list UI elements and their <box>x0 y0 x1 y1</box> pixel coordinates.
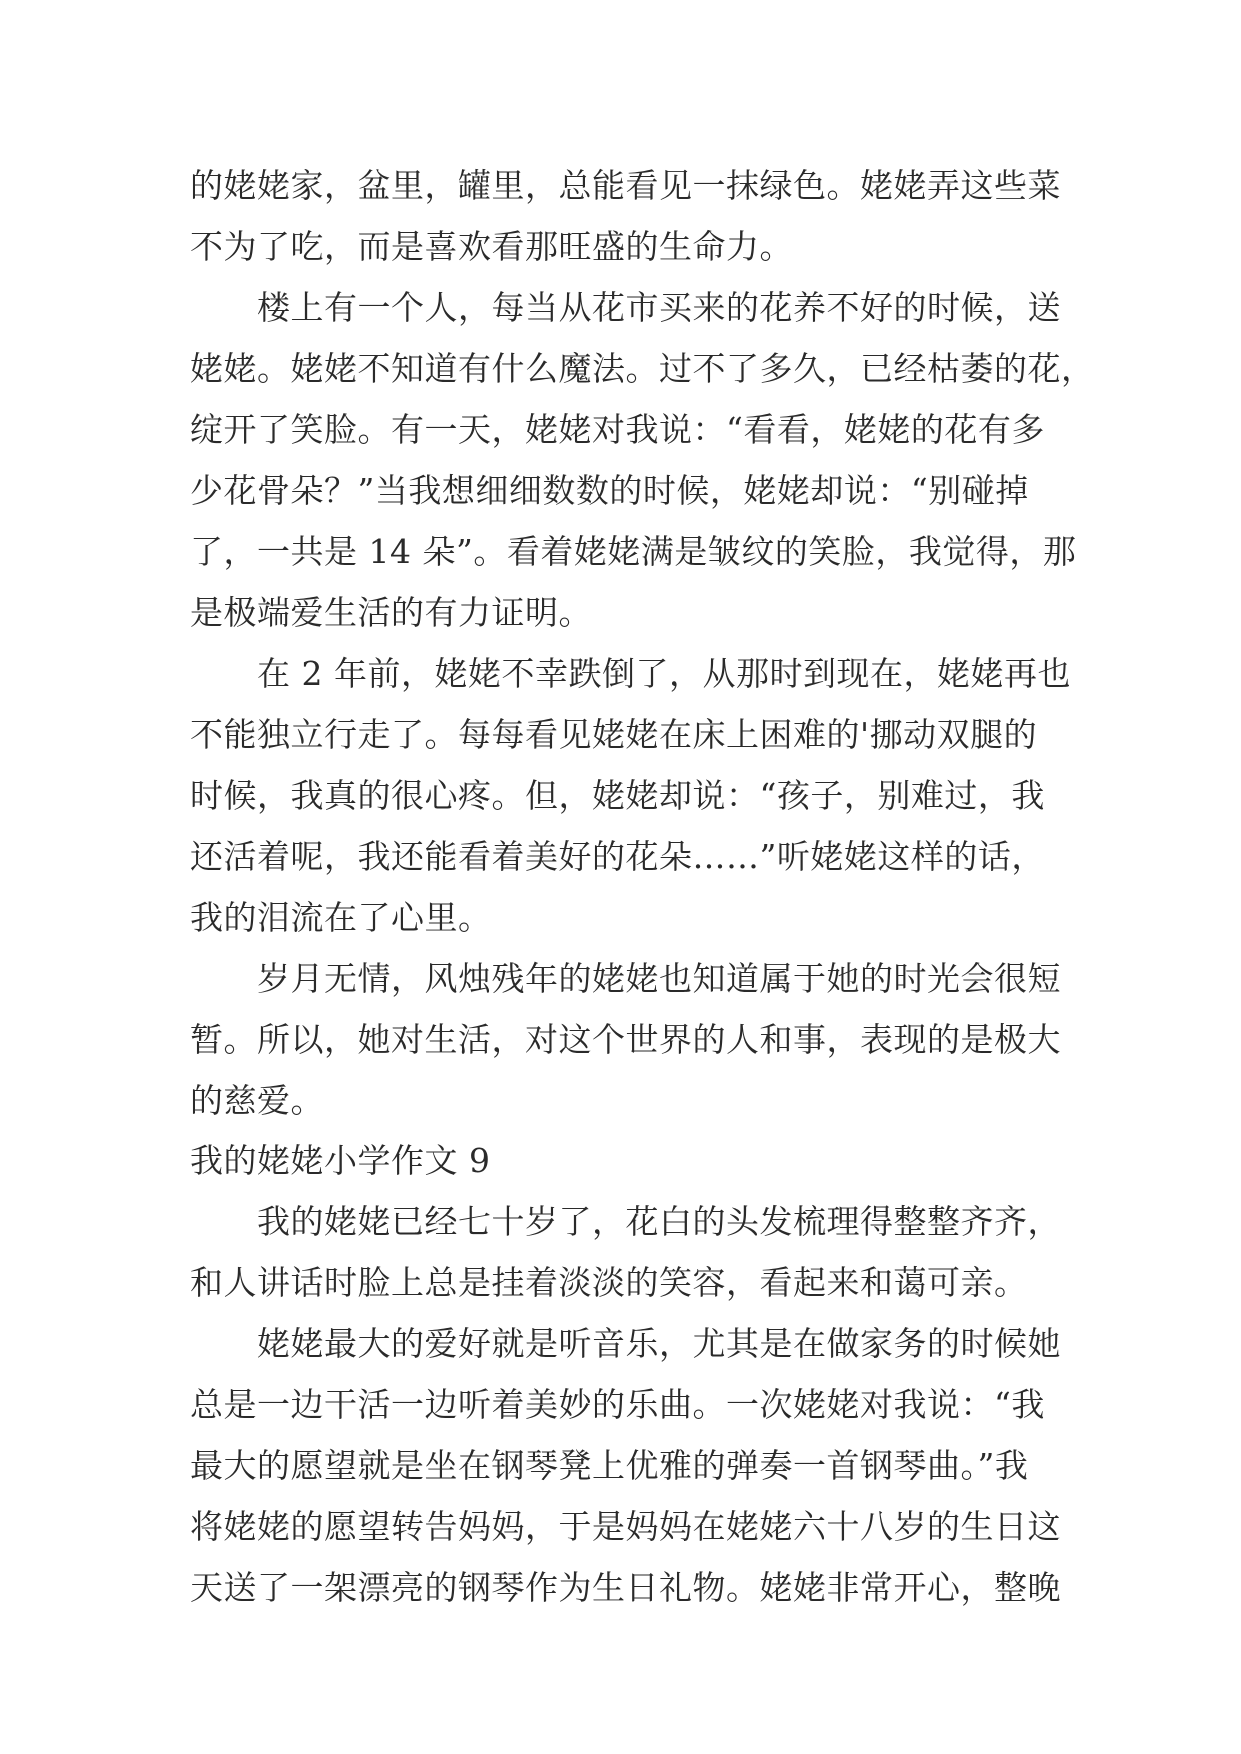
text-line: 暂。所以，她对生活，对这个世界的人和事，表现的是极大 <box>190 1020 1061 1059</box>
text-line: 姥姥。姥姥不知道有什么魔法。过不了多久，已经枯萎的花， <box>190 349 1095 388</box>
text-line: 不为了吃，而是喜欢看那旺盛的生命力。 <box>190 227 793 266</box>
text-line: 天送了一架漂亮的钢琴作为生日礼物。姥姥非常开心，整晚 <box>190 1568 1061 1607</box>
text-line: 最大的愿望就是坐在钢琴凳上优雅的弹奏一首钢琴曲。”我 <box>190 1446 1029 1485</box>
text-line: 时候，我真的很心疼。但，姥姥却说：“孩子，别难过，我 <box>190 776 1045 815</box>
section-heading: 我的姥姥小学作文 9 <box>190 1141 491 1180</box>
paragraph-start-line: 我的姥姥已经七十岁了，花白的头发梳理得整整齐齐， <box>190 1202 1061 1241</box>
text-line: 绽开了笑脸。有一天，姥姥对我说：“看看，姥姥的花有多 <box>190 410 1045 449</box>
text-line: 我的泪流在了心里。 <box>190 898 492 937</box>
text-line: 了，一共是 14 朵”。看着姥姥满是皱纹的笑脸，我觉得，那 <box>190 532 1077 571</box>
paragraph-start-line: 姥姥最大的爱好就是听音乐，尤其是在做家务的时候她 <box>190 1324 1061 1363</box>
text-line: 是极端爱生活的有力证明。 <box>190 593 592 632</box>
text-line: 的慈爱。 <box>190 1081 324 1120</box>
paragraph-start-line: 楼上有一个人，每当从花市买来的花养不好的时候，送 <box>190 288 1061 327</box>
text-line: 的姥姥家，盆里，罐里，总能看见一抹绿色。姥姥弄这些菜 <box>190 166 1061 205</box>
text-line: 少花骨朵？”当我想细细数数的时候，姥姥却说：“别碰掉 <box>190 471 1029 510</box>
paragraph-start-line: 在 2 年前，姥姥不幸跌倒了，从那时到现在，姥姥再也 <box>190 654 1071 693</box>
text-line: 将姥姥的愿望转告妈妈，于是妈妈在姥姥六十八岁的生日这 <box>190 1507 1061 1546</box>
text-line: 和人讲话时脸上总是挂着淡淡的笑容，看起来和蔼可亲。 <box>190 1263 1028 1302</box>
paragraph-start-line: 岁月无情，风烛残年的姥姥也知道属于她的时光会很短 <box>190 959 1061 998</box>
text-line: 还活着呢，我还能看着美好的花朵……”听姥姥这样的话， <box>190 837 1045 876</box>
text-line: 总是一边干活一边听着美妙的乐曲。一次姥姥对我说：“我 <box>190 1385 1045 1424</box>
text-line: 不能独立行走了。每每看见姥姥在床上困难的'挪动双腿的 <box>190 715 1038 754</box>
